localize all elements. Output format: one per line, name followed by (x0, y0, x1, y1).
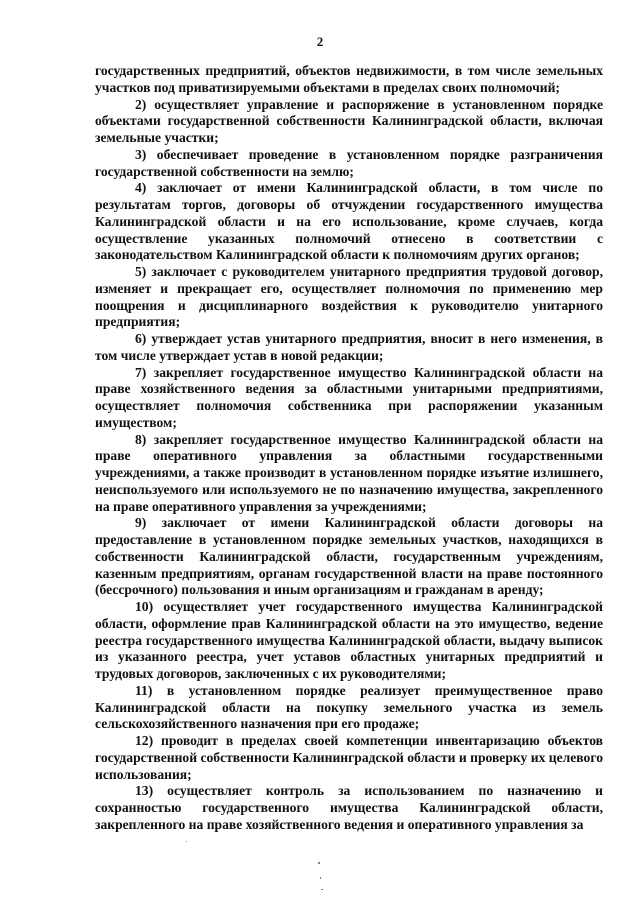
paragraph-item-13: 13) осуществляет контроль за использованием по назначению и сохранностью государственного имущества Калининградской области, закрепленного на праве хозяйственного ведения и оперативного управления за (95, 783, 603, 832)
scan-speck (186, 841, 187, 842)
paragraph-item-7: 7) закрепляет государственное имущество Калининградской области на праве хозяйственного ведения за областными унитарными предприятиями, осуществляет полномочия собственника при распоряжении указанным имуществом; (95, 364, 603, 430)
paragraph-item-10: 10) осуществляет учет государственного имущества Калининградской области, оформление прав Калининградской области на это имущество, ведение реестра государственного имущества Калининградской области, выдачу выписок из указанного реестра, учет уставов областных унитарных предприятий и трудовых договоров, заключенных с их руководителями; (95, 599, 603, 681)
paragraph-item-6: 6) утверждает устав унитарного предприятия, вносит в него изменения, в том числе утверждает устав в новой редакции; (95, 331, 603, 363)
scan-speck (321, 889, 323, 890)
paragraph-item-4: 4) заключает от имени Калининградской области, в том числе по результатам торгов, договоры об отчуждении государственного имущества Калининградской области и на его использование, кроме случаев, когда осуществление указанных полномочий отнесено в соответствии с законодательством Калининградской области к полномочиям других органов; (95, 180, 603, 263)
paragraph-item-8: 8) закрепляет государственное имущество Калининградской области на праве оперативного управления за областными государственными учреждениями, а также производит в установленном порядке изъятие излишнего, неиспользуемого или используемого не по назначению имущества, закрепленного на праве оперативного управления за учреждениями; (95, 431, 603, 514)
paragraph-item-9: 9) заключает от имени Калининградской области договоры на предоставление в установленном порядке земельных участков, находящихся в собственности Калининградской области, государственным учреждениям, казенным предприятиям, органам государственной власти на праве постоянного (бессрочного) пользования и иным организациям и гражданам в аренду; (95, 515, 603, 598)
paragraph-item-12: 12) проводит в пределах своей компетенции инвентаризацию объектов государственной собственности Калининградской области и проверку их целевого использования; (95, 733, 603, 782)
paragraph-item-5: 5) заключает с руководителем унитарного предприятия трудовой договор, изменяет и прекращает его, осуществляет полномочия по применению мер поощрения и дисциплинарного воздействия к руководителю унитарного предприятия; (95, 264, 603, 330)
document-body (95, 63, 603, 834)
scan-speck (320, 877, 321, 879)
scan-speck (318, 862, 320, 864)
paragraph-continuation: государственных предприятий, объектов недвижимости, в том числе земельных участков под приватизируемыми объектами в пределах своих полномочий; (95, 63, 603, 95)
paragraph-item-3: 3) обеспечивает проведение в установленном порядке разграничения государственной собственности на землю; (95, 146, 603, 179)
paragraph-item-2: 2) осуществляет управление и распоряжение в установленном порядке объектами государственной собственности Калининградской области, включая земельные участки; (95, 96, 603, 145)
paragraph-item-11: 11) в установленном порядке реализует преимущественное право Калининградской области на покупку земельного участка из земель сельскохозяйственного назначения при его продаже; (95, 682, 603, 732)
page-number: 2 (316, 34, 324, 49)
